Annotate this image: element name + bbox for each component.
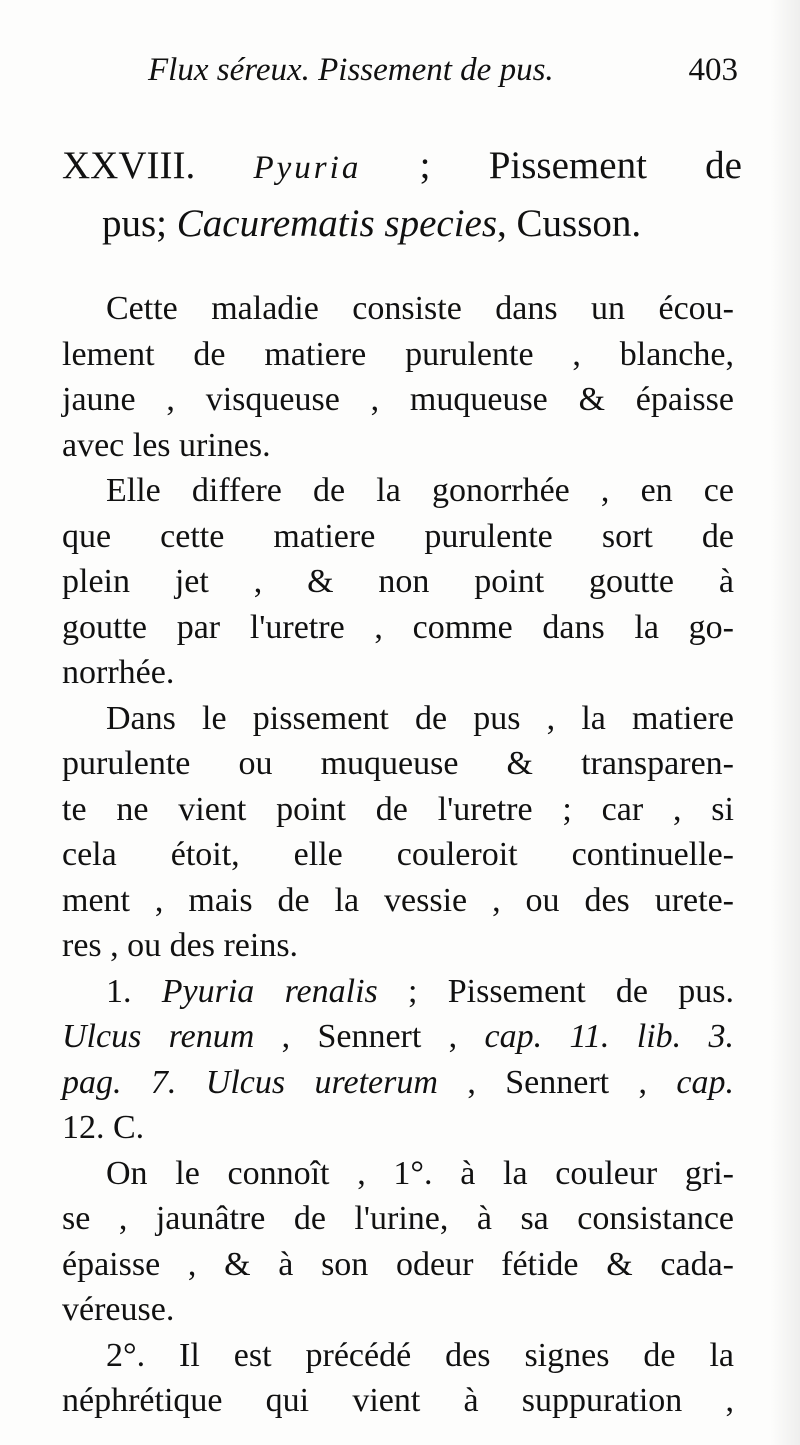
text-line: 12. C. bbox=[62, 1109, 145, 1146]
text-line: Dans le pissement de pus , la matiere bbox=[106, 699, 734, 737]
heading-latin-name: Pyuria bbox=[253, 150, 362, 186]
text-line: que cette matiere purulente sort de bbox=[62, 517, 734, 555]
text-line: Cette maladie consiste dans un écou- bbox=[106, 290, 734, 327]
heading-separator: ; bbox=[361, 144, 489, 187]
page-edge-shadow bbox=[770, 0, 800, 1445]
paragraph-5 bbox=[62, 1151, 734, 1333]
paragraph-4 bbox=[62, 969, 734, 1151]
text-line: cela étoit, elle couleroit continuelle- bbox=[62, 836, 734, 873]
citation-author: , Sennert , bbox=[254, 1018, 485, 1055]
paragraph-6 bbox=[62, 1333, 734, 1424]
body-text bbox=[62, 286, 734, 1424]
citation-ref: cap. 11. lib. 3. bbox=[484, 1018, 735, 1055]
text-line bbox=[18, 1014, 734, 1060]
variety-name: Pyuria renalis bbox=[161, 972, 378, 1010]
text-line: néphrétique qui vient à suppuration , bbox=[62, 1382, 734, 1419]
text-line: Elle differe de la gonorrhée , en ce bbox=[106, 472, 734, 509]
paragraph-3 bbox=[62, 696, 734, 969]
text-line: te ne vient point de l'uretre ; car , si bbox=[62, 790, 734, 828]
heading-species: Cacurematis species bbox=[176, 202, 498, 245]
citation-ulcus-ureterum: pag. 7. Ulcus ureterum bbox=[62, 1063, 438, 1101]
citation-ref: cap. bbox=[676, 1063, 734, 1101]
heading-line-1 bbox=[62, 138, 742, 196]
paragraph-2 bbox=[62, 468, 734, 696]
heading-line2-b: , Cusson. bbox=[497, 202, 642, 245]
text-line bbox=[62, 969, 734, 1015]
citation-author: , Sennert , bbox=[437, 1063, 677, 1101]
citation-ulcus-renum: Ulcus renum bbox=[62, 1018, 255, 1055]
text-line: purulente ou muqueuse & transparen- bbox=[62, 745, 734, 782]
heading-line2-a: pus; bbox=[102, 202, 177, 245]
page-number: 403 bbox=[688, 52, 738, 88]
running-head-title: Flux séreux. Pissement de pus. bbox=[148, 52, 554, 88]
text-line: plein jet , & non point goutte à bbox=[62, 563, 734, 600]
text-line: goutte par l'uretre , comme dans la go- bbox=[62, 608, 734, 646]
text-line: norrhée. bbox=[62, 654, 175, 691]
text-line: lement de matiere purulente , blanche, bbox=[62, 335, 734, 373]
text-line: épaisse , & à son odeur fétide & cada- bbox=[62, 1245, 734, 1283]
text-line: véreuse. bbox=[62, 1291, 175, 1328]
section-heading bbox=[62, 138, 742, 252]
running-head bbox=[148, 52, 738, 89]
text-line: res , ou des reins. bbox=[62, 927, 299, 964]
text-line: se , jaunâtre de l'urine, à sa consistance bbox=[62, 1200, 734, 1237]
variety-french: ; Pissement de pus. bbox=[377, 972, 734, 1010]
paragraph-1 bbox=[62, 286, 734, 468]
text-line bbox=[18, 1060, 734, 1106]
heading-line-2 bbox=[62, 196, 742, 252]
text-line: 2°. Il est précédé des signes de la bbox=[106, 1336, 734, 1374]
variety-number: 1. bbox=[106, 972, 162, 1010]
heading-number: XXVIII. bbox=[62, 144, 196, 187]
heading-french-name: Pissement de bbox=[488, 144, 742, 187]
text-line: avec les urines. bbox=[62, 426, 271, 464]
text-line: jaune , visqueuse , muqueuse & épaisse bbox=[62, 381, 734, 418]
text-line: On le connoît , 1°. à la couleur gri- bbox=[106, 1154, 734, 1192]
text-line: ment , mais de la vessie , ou des urete- bbox=[62, 881, 734, 919]
